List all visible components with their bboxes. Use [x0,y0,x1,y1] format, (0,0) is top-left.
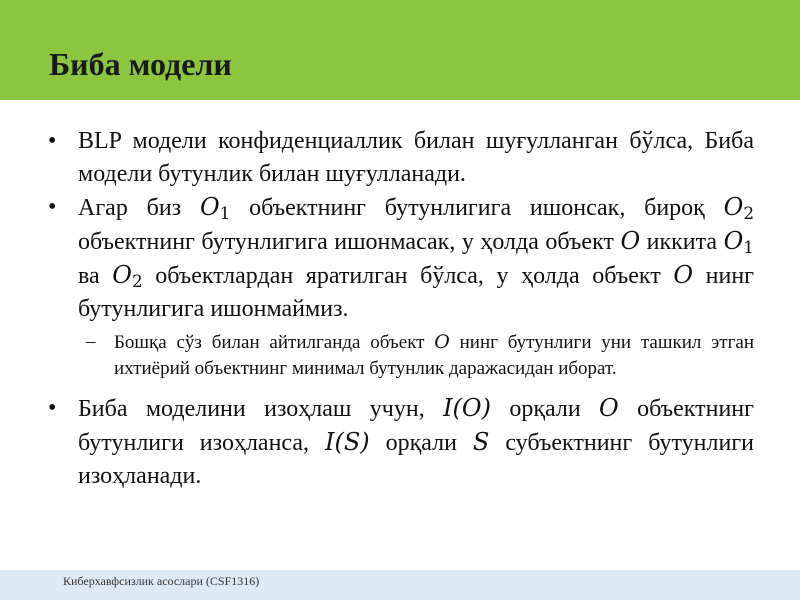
sub-bullet-text: Бошқа сўз билан айтилганда объект [114,332,435,353]
math-variable: O [434,331,450,353]
bullet-text: объектнинг бутунлигига ишонсак, бироқ [230,195,724,221]
footer-course-label: Киберхавфсизлик асослари (CSF1316) [63,574,260,588]
math-subscript: 1 [743,237,754,258]
math-symbol: O [112,261,132,289]
math-variable: O [599,394,619,422]
bullet-text: объектнинг бутунлиги изоҳланса, [78,396,754,456]
math-subscript: 1 [219,203,231,224]
bullet-text: ва [78,263,113,289]
math-symbol: O [199,193,220,221]
bullet-item [46,392,754,493]
bullet-text: объектнинг бутунлигига ишонмасак, у ҳолда объект [78,229,621,255]
math-variable [723,193,754,224]
sub-bullet-marker: – [86,331,96,352]
math-variable: S [472,428,490,456]
bullet-text: иккита [640,229,724,255]
math-variable [199,193,231,224]
math-variable: O [620,227,641,255]
bullet-text: Агар биз [78,195,200,221]
math-variable [723,227,754,258]
sub-bullet-item [46,329,754,382]
math-variable [112,261,143,292]
bullet-text: орқали [490,396,600,422]
bullet-text: нинг бутунлигига ишонмаймиз. [78,263,755,322]
math-symbol: O [723,193,744,221]
bullet-item [46,191,754,326]
math-subscript: 2 [743,203,754,224]
bullet-marker: • [48,128,57,154]
math-subscript: 2 [131,271,143,292]
slide-content [46,125,754,493]
bullet-text: Биба моделини изоҳлаш учун, [78,396,444,422]
sub-bullet-text: нинг бутунлиги уни ташкил этган ихтиёрий объектнинг минимал бутунлик даражасидан иборат. [114,332,754,379]
math-variable: O [673,261,694,289]
math-variable: I(S) [325,428,370,456]
bullet-marker: • [48,395,57,421]
bullet-item [46,125,754,191]
bullet-text: объектлардан яратилган бўлса, у ҳолда объект [142,263,674,289]
math-variable: I(O) [443,394,491,422]
bullet-marker: • [48,194,57,220]
bullet-text: BLP модели конфиденциаллик билан шуғулланган бўлса, Биба модели бутунлик билан шуғулланади. [78,128,754,187]
bullet-text: орқали [369,430,473,456]
slide-title: Биба модели [49,46,232,82]
bullet-text: субъектнинг бутунлиги изоҳланади. [78,430,755,489]
math-symbol: O [723,227,744,255]
